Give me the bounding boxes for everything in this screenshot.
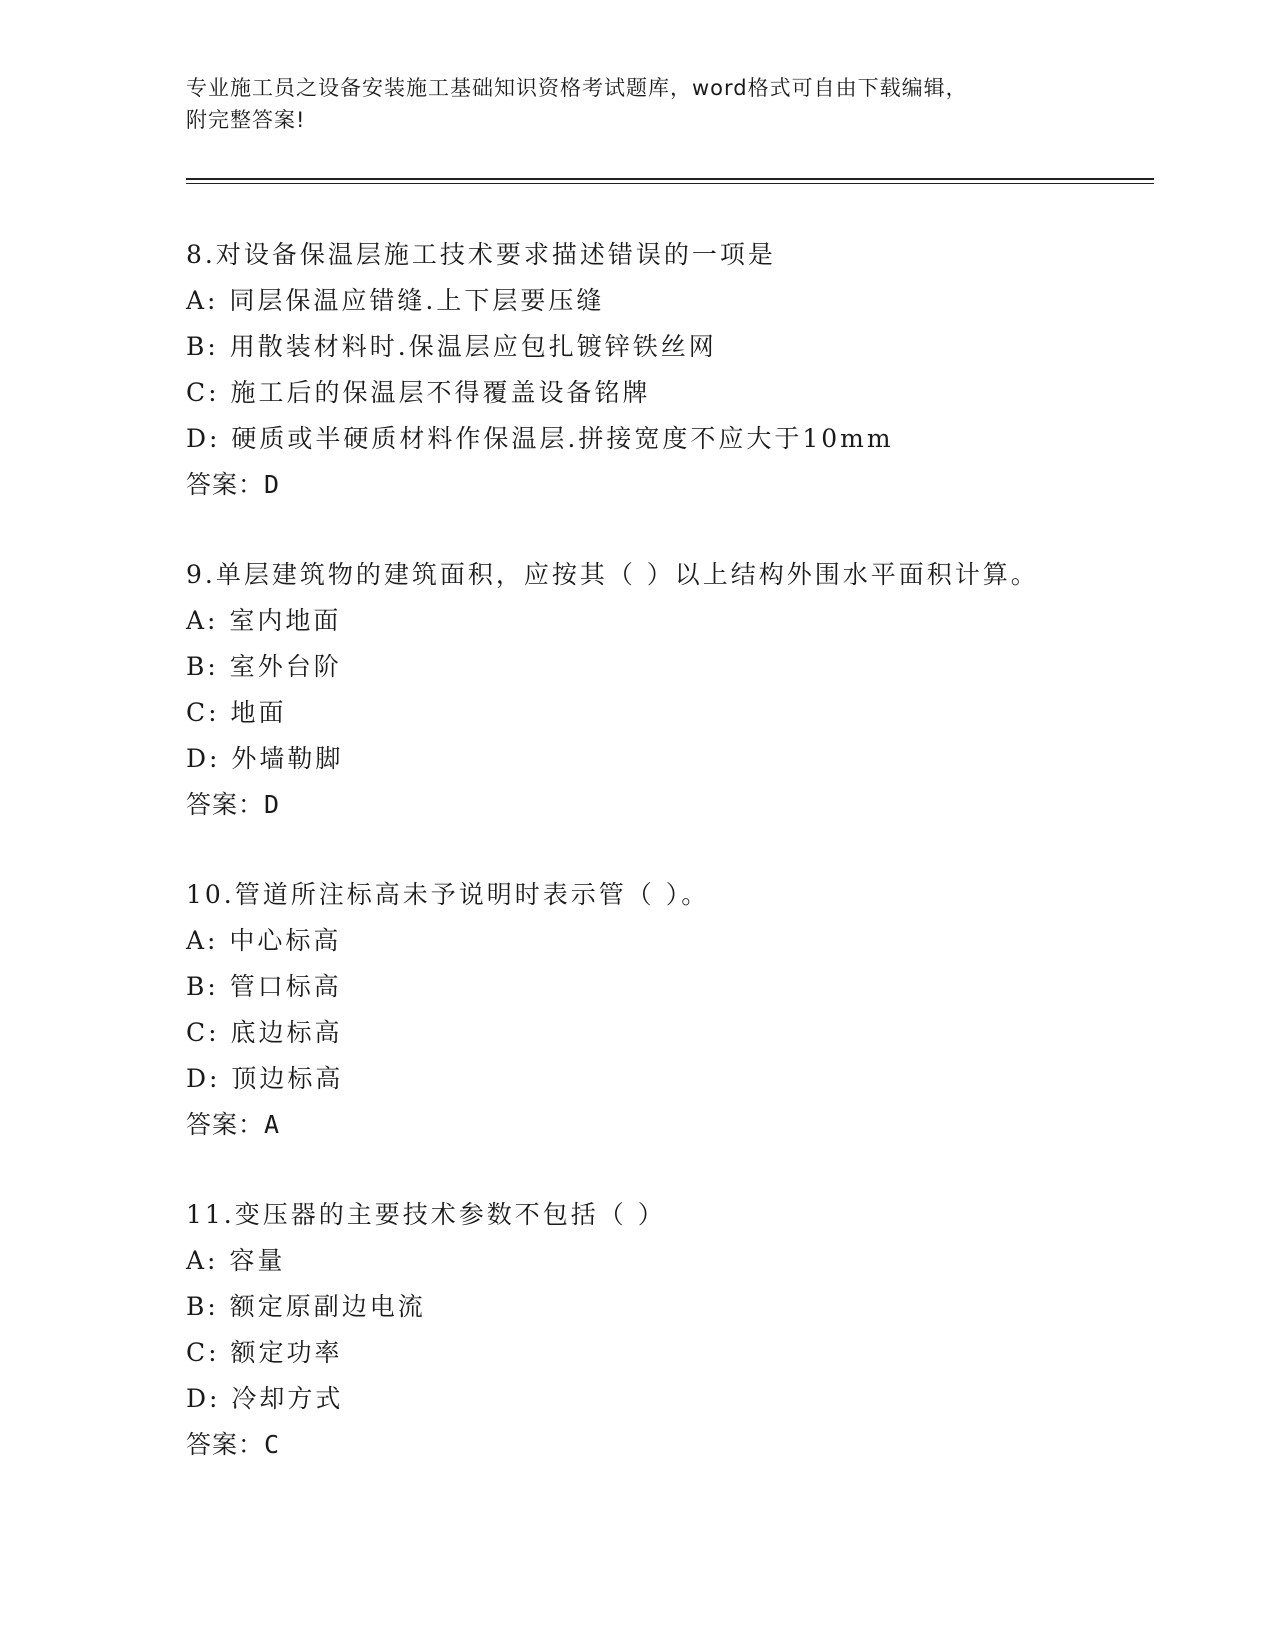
question-8	[186, 232, 1146, 508]
option-c: C: 额定功率	[186, 1338, 343, 1367]
header-line-1: 专业施工员之设备安装施工基础知识资格考试题库，word格式可自由下载编辑，	[186, 76, 968, 100]
header-divider-thin	[186, 183, 1154, 184]
question-11	[186, 1192, 1146, 1468]
question-stem: 8.对设备保温层施工技术要求描述错误的一项是	[186, 240, 776, 269]
answer-value: D	[264, 470, 281, 499]
option-b: B: 室外台阶	[186, 652, 342, 681]
answer-value: A	[264, 1110, 281, 1139]
question-stem: 9.单层建筑物的建筑面积，应按其（ ）以上结构外围水平面积计算。	[186, 560, 1039, 589]
header-divider-thick	[186, 178, 1154, 180]
answer-label: 答案：	[186, 1110, 265, 1139]
document-header	[186, 72, 1086, 136]
option-b: B: 用散装材料时.保温层应包扎镀锌铁丝网	[186, 332, 717, 361]
answer-line	[186, 462, 1146, 508]
answer-line	[186, 1422, 1146, 1468]
answer-value: D	[264, 790, 281, 819]
option-c: C: 地面	[186, 698, 287, 727]
answer-line	[186, 782, 1146, 828]
option-a: A: 容量	[186, 1246, 286, 1275]
answer-label: 答案：	[186, 470, 265, 499]
question-list	[186, 232, 1146, 1512]
answer-line	[186, 1102, 1146, 1148]
question-9	[186, 552, 1146, 828]
question-stem: 11.变压器的主要技术参数不包括（ ）	[186, 1200, 666, 1229]
option-a: A: 中心标高	[186, 926, 342, 955]
answer-label: 答案：	[186, 790, 265, 819]
header-line-2: 附完整答案!	[186, 108, 306, 132]
option-a: A: 室内地面	[186, 606, 342, 635]
option-d: D: 外墙勒脚	[186, 744, 344, 773]
option-c: C: 底边标高	[186, 1018, 343, 1047]
option-a: A: 同层保温应错缝.上下层要压缝	[186, 286, 605, 315]
option-d: D: 顶边标高	[186, 1064, 344, 1093]
question-stem: 10.管道所注标高未予说明时表示管（ ）。	[186, 880, 710, 909]
question-10	[186, 872, 1146, 1148]
answer-value: C	[264, 1430, 281, 1459]
option-d: D: 硬质或半硬质材料作保温层.拼接宽度不应大于10mm	[186, 424, 894, 453]
option-d: D: 冷却方式	[186, 1384, 344, 1413]
option-b: B: 管口标高	[186, 972, 342, 1001]
option-b: B: 额定原副边电流	[186, 1292, 426, 1321]
option-c: C: 施工后的保温层不得覆盖设备铭牌	[186, 378, 651, 407]
answer-label: 答案：	[186, 1430, 265, 1459]
